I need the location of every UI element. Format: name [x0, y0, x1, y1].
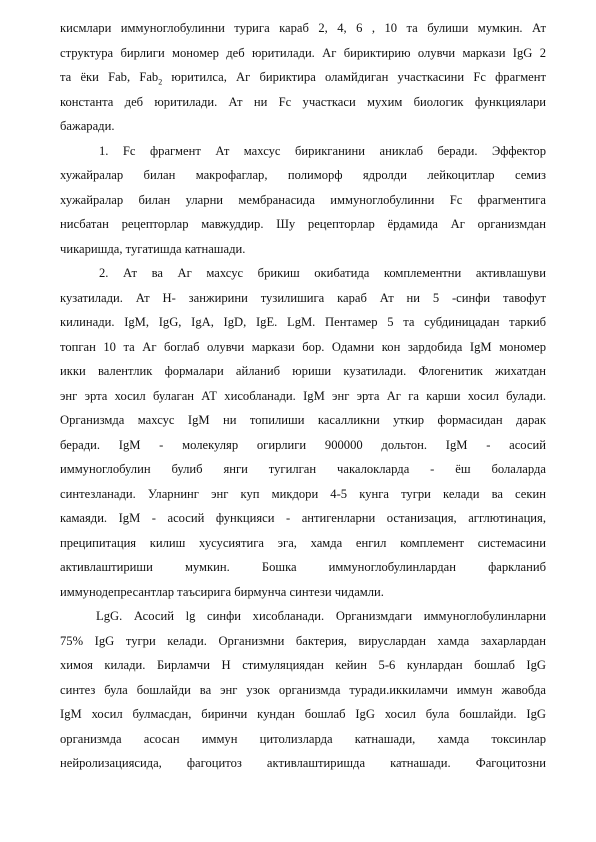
text-line: IgM хосил булмасдан, биринчи кундан бошлаб IgG хосил була бошлайди. IgG [60, 707, 546, 721]
text-segment: юритилса, Аг бириктира оламйдиган участкасини Fc фрагмент [162, 70, 546, 84]
text-line: Организмда махсус IgM ни топилиши касалликни уткир формасидан дарак [60, 413, 546, 427]
text-line: чикаришда, тугатишда катнашади. [60, 241, 246, 256]
text-line: 75% IgG тугри келади. Организмни бактерия, вируслардан хамда захарлардан [60, 633, 546, 648]
text-line: иммунодепресантлар таъсирига бирмунча синтези чидамли. [60, 584, 384, 599]
text-line: кисмлари иммуноглобулинни турига караб 2, 4, 6 , 10 та булиши мумкин. Ат [60, 21, 546, 35]
text-line [60, 65, 546, 90]
paragraph-first-line: LgG. Асосий lg синфи хисобланади. Организмдаги иммуноглобулинларни [96, 609, 546, 623]
text-line: структура бирлиги мономер деб юритилади. Аг бириктирию олувчи маркази IgG 2 [60, 45, 546, 60]
text-line: нисбатан рецепторлар мавжуддир. Шу рецепторлар ёрдамида Аг организмдан [60, 217, 546, 231]
subscript: 2 [158, 77, 163, 87]
text-line: константа деб юритилади. Ат ни Fc участкаси мухим биологик функциялари [60, 94, 546, 109]
text-line: преципитация килиш хусусиятига эга, хамда енгил комплемент системасини [60, 535, 546, 550]
text-line: топган 10 та Аг боглаб олувчи маркази бор. Одамни кон зардобида IgM мономер [60, 339, 546, 354]
text-line: организмда асосан иммун цитолизларда катнашади, хамда токсинлар [60, 731, 546, 746]
text-line: кузатилади. Ат H- занжирини тузилишига караб Ат ни 5 -синфи тавофут [60, 290, 546, 305]
text-line: беради. IgM - молекуляр огирлиги 900000 дольтон. IgM - асосий [60, 437, 546, 452]
text-line: икки валентлик формалари айланиб юриши кузатилади. Флогенитик жихатдан [60, 364, 546, 378]
text-line: синтез була бошлайди ва энг узок организмда туради.иккиламчи иммун жавобда [60, 682, 546, 697]
text-line: синтезланади. Уларнинг энг куп микдори 4-5 кунга тугри келади ва секин [60, 486, 546, 501]
text-line: активлаштириши мумкин. Бошка иммуноглобулинлардан фаркланиб [60, 560, 546, 574]
text-line: хужайралар билан макрофаглар, полиморф ядролди лейкоцитлар семиз [60, 168, 546, 182]
text-line: иммуноглобулин булиб янги тугилган чакалокларда - ёш болаларда [60, 462, 546, 476]
text-line: энг эрта хосил булаган АТ хисобланади. IgM энг эрта Аг га карши хосил булади. [60, 388, 546, 403]
numbered-item-line: 2. Ат ва Аг махсус брикиш окибатида комплементни активлашуви [99, 266, 546, 280]
text-line: химоя килади. Бирламчи Н стимуляциядан кейин 5-6 кунлардан бошлаб IgG [60, 658, 546, 672]
document-page [60, 16, 546, 776]
text-line: камаяди. IgM - асосий функцияси - антигенларни останизация, агглютинация, [60, 511, 546, 525]
numbered-item-line: 1. Fc фрагмент Ат махсус бирикганини аниклаб беради. Эффектор [99, 143, 546, 158]
text-line: килинади. IgM, IgG, IgA, IgD, IgE. LgM. Пентамер 5 та субдиницадан таркиб [60, 315, 546, 329]
text-line: бажаради. [60, 119, 115, 133]
text-segment: та ёки Fab, Fab [60, 70, 159, 84]
text-line: хужайралар билан уларни мембранасида иммуноглобулинни Fc фрагментига [60, 192, 546, 207]
text-line: нейролизациясида, фагоцитоз активлаштиришда катнашади. Фагоцитозни [60, 756, 546, 770]
